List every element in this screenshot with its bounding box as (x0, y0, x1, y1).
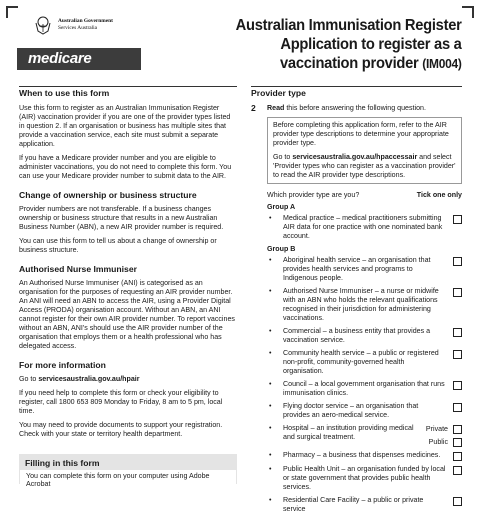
when-paragraph-2: If you have a Medicare provider number and you are eligible to administer vaccinations, you do not need to complete this form. You can use your Medicare provider number to submit data to the AIR. (19, 154, 232, 180)
bullet: • (269, 256, 272, 264)
change-paragraph-1: Provider numbers are not transferable. If a business changes ownership or business structure that results in a new Australian Business Number (ABN), a new AIR provider number is required. (19, 205, 224, 231)
provider-type-question-row (267, 191, 462, 200)
provider-type-heading: Provider type (251, 88, 306, 98)
group-a-options (267, 214, 462, 241)
public-checkbox[interactable] (453, 438, 462, 447)
option-text: Aboriginal health service – an organisation that provides health services and programs to Indigenous people. (283, 256, 431, 282)
provider-option (267, 402, 462, 420)
question-text (267, 104, 462, 113)
option-text: Public Health Unit – an organisation funded by local or state government that provides public health services. (283, 465, 446, 491)
hospital-public-option (429, 437, 462, 447)
option-text: Commercial – a business entity that provides a vaccination service. (283, 327, 431, 344)
bullet: • (269, 451, 272, 459)
provider-checkbox[interactable] (453, 350, 462, 359)
gov-agency: Services Australia (58, 25, 98, 31)
hospital-suboptions (426, 424, 462, 447)
hpaccessair-link[interactable]: servicesaustralia.gov.au/hpaccessair (292, 153, 418, 161)
title-line-2: Application to register as a (280, 36, 462, 53)
group-a-label: Group A (267, 203, 296, 211)
instruction-paragraph-1: Before completing this application form, refer to the AIR provider type descriptions to determine your appropriate provider type. (273, 121, 449, 147)
option-text: Medical practice – medical practitioners submitting AIR data for one practice with one nominated bank account. (283, 214, 443, 240)
provider-checkbox[interactable] (453, 328, 462, 337)
provider-option (267, 256, 462, 283)
left-column (19, 88, 237, 444)
private-label: Private (425, 424, 448, 433)
bullet: • (269, 287, 272, 295)
bullet: • (269, 402, 272, 410)
bullet: • (269, 380, 272, 388)
title-line-3 (236, 54, 462, 73)
hpair-link[interactable]: servicesaustralia.gov.au/hpair (38, 375, 140, 383)
bullet: • (269, 349, 272, 357)
provider-option (267, 349, 462, 376)
provider-checkbox[interactable] (453, 288, 462, 297)
option-text: Community health service – a public or registered non-profit, community-governed health organisation. (283, 349, 439, 375)
question-body (267, 104, 462, 518)
filling-text: You can complete this form on your computer using Adobe Acrobat (20, 470, 236, 490)
ani-paragraph: An Authorised Nurse Immuniser (ANI) is categorised as an organisation for the purposes of requesting an AIR provider number. An ANI will need an ABN to access the AIR, using a Provider Digital Access (PRODA) organisation account. Without an ABN, an ANI cannot register for their own AIR provider number. To report vaccines without an ABN, ANI's should use the AIR provider number of the organisation that employs them or a health professional who has delegated access. (19, 279, 235, 350)
more-info-prefix: Go to (19, 375, 39, 383)
question-read-word: Read (267, 104, 285, 112)
option-text: Council – a local government organisation that runs immunisation clinics. (283, 380, 445, 397)
form-code: (IM004) (422, 56, 462, 71)
filling-heading: Filling in this form (25, 458, 100, 468)
option-text: Flying doctor service – an organisation that provides an aero-medical service. (283, 402, 419, 419)
coat-of-arms-icon (32, 14, 54, 36)
provider-option (267, 287, 462, 323)
more-info-paragraph-2: If you need help to complete this form or check your eligibility to register, call 1800 653 809 Monday to Friday, 8 am to 5 pm, local time. (19, 389, 223, 415)
option-text: Hospital – an institution providing medical and surgical treatment. (283, 424, 414, 441)
more-info-paragraph-3: You may need to provide documents to support your registration. Check with your state or territory health department. (19, 421, 223, 438)
provider-checkbox[interactable] (453, 497, 462, 506)
provider-checkbox[interactable] (453, 215, 462, 224)
corner-mark-top-left (6, 6, 18, 18)
title-line-3-text: vaccination provider (280, 55, 419, 72)
bullet: • (269, 496, 272, 504)
provider-checkbox[interactable] (453, 466, 462, 475)
group-b-more-options (267, 451, 462, 514)
gov-name: Australian Government (58, 18, 113, 24)
when-heading: When to use this form (19, 88, 110, 98)
right-column-rule (251, 86, 462, 87)
group-b-options (267, 256, 462, 420)
instruction-paragraph-2 (273, 153, 456, 180)
option-text: Residential Care Facility – a public or private service (283, 496, 424, 513)
ani-heading: Authorised Nurse Immuniser (19, 264, 137, 274)
option-text: Authorised Nurse Immuniser – a nurse or midwife with an ABN who holds the relevant qualifications recognised in their jurisdiction for administering vaccinations. (283, 287, 439, 322)
change-paragraph-2: You can use this form to tell us about a change of ownership or business structure. (19, 237, 217, 254)
more-info-paragraph-1 (19, 375, 237, 384)
provider-option (267, 451, 462, 461)
instruction-box (267, 117, 462, 184)
tick-one-only-label: Tick one only (416, 191, 462, 199)
option-text: Pharmacy – a business that dispenses medicines. (283, 451, 441, 459)
which-provider-label: Which provider type are you? (267, 191, 360, 199)
public-label: Public (428, 437, 448, 446)
corner-mark-top-right (462, 6, 474, 18)
provider-option (267, 465, 462, 492)
provider-checkbox[interactable] (453, 452, 462, 461)
question-2 (251, 104, 462, 518)
option-hospital (267, 424, 462, 447)
provider-checkbox[interactable] (453, 403, 462, 412)
provider-option (267, 327, 462, 345)
bullet: • (269, 214, 272, 222)
hospital-private-option (426, 424, 462, 434)
group-b-label: Group B (267, 245, 296, 253)
title-line-1: Australian Immunisation Register (236, 17, 462, 34)
form-title (216, 16, 462, 73)
private-checkbox[interactable] (453, 425, 462, 434)
question-rest: this before answering the following question. (284, 104, 426, 112)
more-info-heading: For more information (19, 360, 106, 370)
medicare-logo: medicare (17, 48, 141, 70)
government-logo (32, 14, 113, 36)
bullet: • (269, 327, 272, 335)
question-number: 2 (251, 103, 256, 113)
when-paragraph-1: Use this form to register as an Australian Immunisation Register (AIR) vaccination provider if you are one of the provider types listed in question 2. If an organisation or business has multiple sites that provide a vaccination service, each site must submit a separate application. (19, 104, 231, 148)
left-column-rule (19, 86, 237, 87)
change-heading: Change of ownership or business structure (19, 190, 197, 200)
instruction-rest: and select 'Provider types who can register as a vaccination provider' to read the AIR provider type descriptions. (273, 153, 456, 179)
provider-option (267, 380, 462, 398)
right-column (251, 88, 462, 518)
provider-option (267, 214, 462, 241)
provider-checkbox[interactable] (453, 381, 462, 390)
instruction-prefix: Go to (273, 153, 293, 161)
bullet: • (269, 465, 272, 473)
provider-checkbox[interactable] (453, 257, 462, 266)
bullet: • (269, 424, 272, 432)
provider-option (267, 496, 462, 514)
